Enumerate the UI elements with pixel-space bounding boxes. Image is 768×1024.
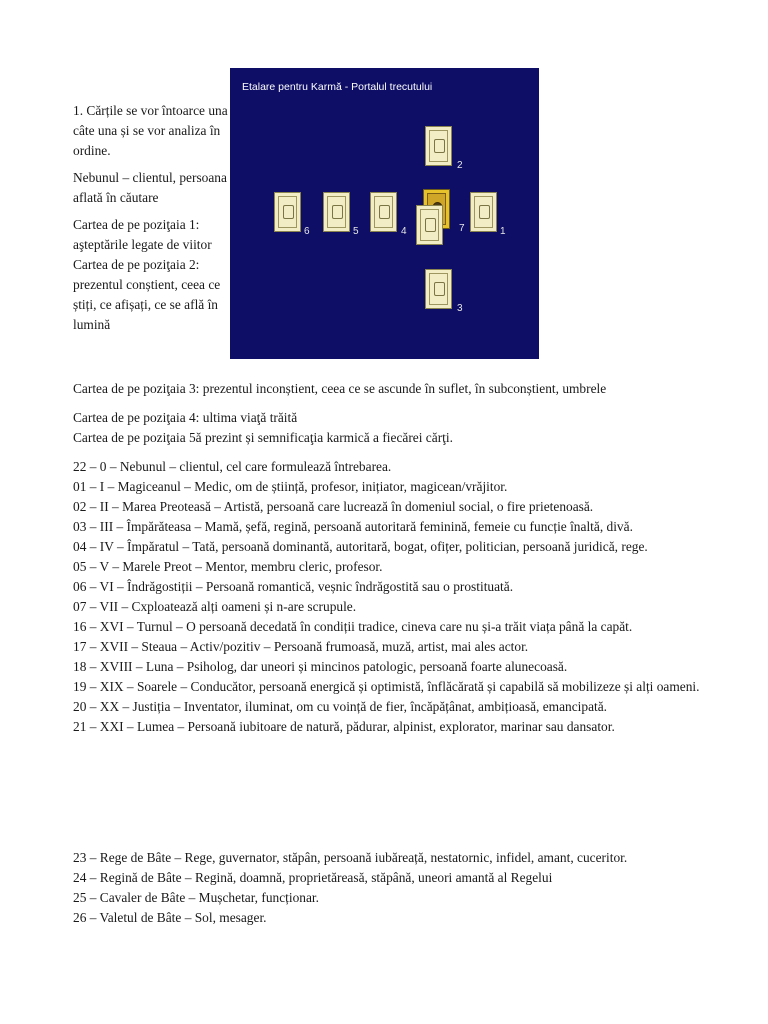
list-item: 01 – I – Magiceanul – Medic, om de știință, profesor, inițiator, magicean/vrăjitor. — [73, 479, 508, 494]
minor-arcana-list — [73, 848, 713, 928]
major-arcana-list — [73, 457, 713, 737]
tarot-card-position-5 — [323, 192, 350, 232]
position-label-4: 4 — [401, 226, 407, 237]
intro-column — [73, 101, 231, 335]
tarot-card-position-2 — [425, 126, 452, 166]
list-item: 03 – III – Împărăteasa – Mamă, șefă, regină, persoană autoritară feminină, femeie cu funcție înaltă, divă. — [73, 519, 633, 534]
list-item: 21 – XXI – Lumea – Persoană iubitoare de natură, pădurar, alpinist, explorator, marinar sau dansator. — [73, 719, 615, 734]
list-item: 07 – VII – Cxploatează alți oameni și n-are scrupule. — [73, 599, 357, 614]
list-item: 26 – Valetul de Bâte – Sol, mesager. — [73, 910, 267, 925]
position-label-3: 3 — [457, 303, 463, 314]
position-3-line: Cartea de pe poziţaia 3: prezentul inconștient, ceea ce se ascunde în suflet, în subconștient, umbrele — [73, 381, 607, 396]
fool-paragraph: Nebunul – clientul, persoana aflată în căutare — [73, 170, 227, 205]
list-item: 18 – XVIII – Luna – Psiholog, dar uneori și mincinos patologic, persoană foarte alunecoasă. — [73, 659, 568, 674]
list-item: 24 – Regină de Bâte – Regină, doamnă, proprietăreasă, stăpână, uneori amantă al Regelui — [73, 870, 553, 885]
list-item: 25 – Cavaler de Bâte – Mușchetar, funcționar. — [73, 890, 319, 905]
spread-figure — [230, 68, 539, 359]
list-item: 06 – VI – Îndrăgostiții – Persoană romantică, veșnic îndrăgostită sau o prostituată. — [73, 579, 514, 594]
position-label-7: 7 — [459, 223, 465, 234]
tarot-card-position-6 — [274, 192, 301, 232]
position-5-line: Cartea de pe poziţaia 5ă prezint și semnificaţia karmică a fiecărei cărţi. — [73, 430, 453, 445]
position-4-line: Cartea de pe poziţaia 4: ultima viaţă trăită — [73, 410, 298, 425]
tarot-card-position-7 — [416, 205, 443, 245]
list-item: 16 – XVI – Turnul – O persoană decedată în condiții tradice, cineva care nu și-a trăit viața până la capăt. — [73, 619, 633, 634]
position-3-block — [73, 379, 713, 399]
list-item: 22 – 0 – Nebunul – clientul, cel care formulează întrebarea. — [73, 459, 392, 474]
positions-4-5-block — [73, 408, 713, 448]
position-2-paragraph: Cartea de pe poziţaia 2: prezentul conștient, ceea ce știți, ce afișați, ce se află în lumină — [73, 257, 221, 332]
tarot-card-position-4 — [370, 192, 397, 232]
list-item: 20 – XX – Justiția – Inventator, iluminat, om cu voință de fier, încăpățânat, ambițioasă, emancipată. — [73, 699, 608, 714]
intro-paragraph: 1. Cărțile se vor întoarce una câte una și se vor analiza în ordine. — [73, 103, 228, 158]
list-item: 04 – IV – Împăratul – Tată, persoană dominantă, autoritară, bogat, ofițer, politician, persoană juridică, rege. — [73, 539, 648, 554]
list-item: 02 – II – Marea Preoteasă – Artistă, persoană care lucrează în domeniul social, o fire prietenoasă. — [73, 499, 594, 514]
list-item: 17 – XVII – Steaua – Activ/pozitiv – Persoană frumoasă, muză, artist, mai ales actor. — [73, 639, 529, 654]
list-item: 19 – XIX – Soarele – Conducător, persoană energică și optimistă, înflăcărată și capabilă să mobilizeze și alți oameni. — [73, 679, 700, 694]
position-label-5: 5 — [353, 226, 359, 237]
position-label-2: 2 — [457, 160, 463, 171]
list-item: 23 – Rege de Bâte – Rege, guvernator, stăpân, persoană iubăreață, nestatornic, infidel, amant, cuceritor. — [73, 850, 628, 865]
tarot-card-position-1 — [470, 192, 497, 232]
position-label-1: 1 — [500, 226, 506, 237]
position-1-paragraph: Cartea de pe poziţaia 1: aşteptările legate de viitor — [73, 217, 212, 252]
position-label-6: 6 — [304, 226, 310, 237]
list-item: 05 – V – Marele Preot – Mentor, membru cleric, profesor. — [73, 559, 383, 574]
tarot-card-position-3 — [425, 269, 452, 309]
figure-title: Etalare pentru Karmă - Portalul trecutului — [242, 81, 433, 93]
